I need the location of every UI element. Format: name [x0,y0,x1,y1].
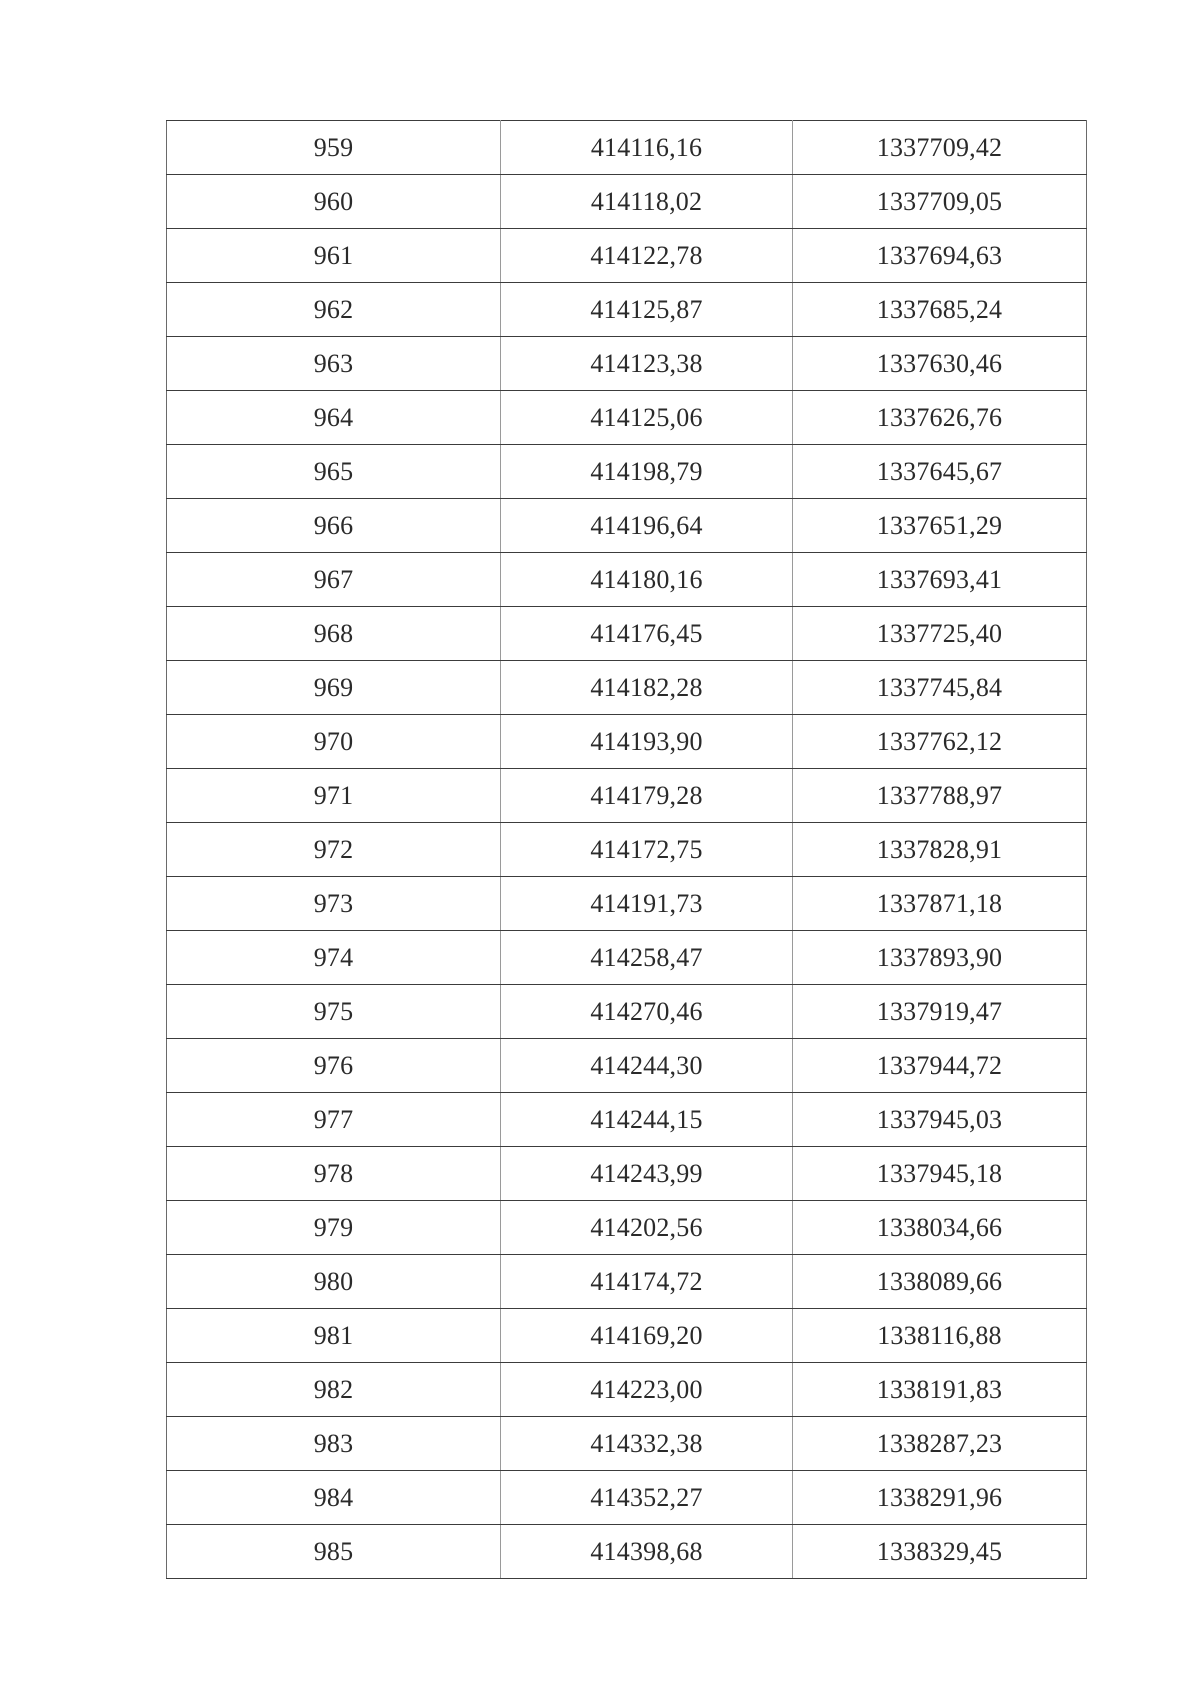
x-coordinate-cell: 414176,45 [501,607,793,661]
table-row [167,769,1087,823]
x-coordinate-cell: 414182,28 [501,661,793,715]
x-coordinate-cell: 414202,56 [501,1201,793,1255]
table-row [167,445,1087,499]
x-coordinate-cell: 414193,90 [501,715,793,769]
point-number-cell: 961 [167,229,501,283]
y-coordinate-cell: 1337694,63 [793,229,1087,283]
x-coordinate-cell: 414172,75 [501,823,793,877]
x-coordinate-cell: 414123,38 [501,337,793,391]
y-coordinate-cell: 1338329,45 [793,1525,1087,1579]
x-coordinate-cell: 414180,16 [501,553,793,607]
table-row [167,661,1087,715]
table-row [167,1471,1087,1525]
x-coordinate-cell: 414243,99 [501,1147,793,1201]
table-row [167,229,1087,283]
point-number-cell: 980 [167,1255,501,1309]
x-coordinate-cell: 414179,28 [501,769,793,823]
x-coordinate-cell: 414332,38 [501,1417,793,1471]
y-coordinate-cell: 1337788,97 [793,769,1087,823]
x-coordinate-cell: 414398,68 [501,1525,793,1579]
point-number-cell: 982 [167,1363,501,1417]
x-coordinate-cell: 414125,06 [501,391,793,445]
y-coordinate-cell: 1337693,41 [793,553,1087,607]
table-row [167,391,1087,445]
point-number-cell: 972 [167,823,501,877]
point-number-cell: 971 [167,769,501,823]
table-row [167,823,1087,877]
y-coordinate-cell: 1338287,23 [793,1417,1087,1471]
x-coordinate-cell: 414198,79 [501,445,793,499]
coordinates-table [166,120,1087,1579]
y-coordinate-cell: 1337944,72 [793,1039,1087,1093]
x-coordinate-cell: 414191,73 [501,877,793,931]
point-number-cell: 981 [167,1309,501,1363]
x-coordinate-cell: 414122,78 [501,229,793,283]
y-coordinate-cell: 1337919,47 [793,985,1087,1039]
point-number-cell: 975 [167,985,501,1039]
x-coordinate-cell: 414270,46 [501,985,793,1039]
y-coordinate-cell: 1337945,18 [793,1147,1087,1201]
table-row [167,931,1087,985]
y-coordinate-cell: 1338191,83 [793,1363,1087,1417]
point-number-cell: 979 [167,1201,501,1255]
point-number-cell: 962 [167,283,501,337]
y-coordinate-cell: 1337645,67 [793,445,1087,499]
point-number-cell: 984 [167,1471,501,1525]
table-row [167,1147,1087,1201]
x-coordinate-cell: 414352,27 [501,1471,793,1525]
table-row [167,715,1087,769]
point-number-cell: 968 [167,607,501,661]
y-coordinate-cell: 1337893,90 [793,931,1087,985]
x-coordinate-cell: 414196,64 [501,499,793,553]
table-row [167,283,1087,337]
y-coordinate-cell: 1337626,76 [793,391,1087,445]
x-coordinate-cell: 414116,16 [501,121,793,175]
table-row [167,121,1087,175]
point-number-cell: 976 [167,1039,501,1093]
y-coordinate-cell: 1338034,66 [793,1201,1087,1255]
y-coordinate-cell: 1337745,84 [793,661,1087,715]
point-number-cell: 970 [167,715,501,769]
x-coordinate-cell: 414258,47 [501,931,793,985]
y-coordinate-cell: 1338291,96 [793,1471,1087,1525]
y-coordinate-cell: 1337762,12 [793,715,1087,769]
x-coordinate-cell: 414125,87 [501,283,793,337]
point-number-cell: 960 [167,175,501,229]
table-row [167,1309,1087,1363]
point-number-cell: 985 [167,1525,501,1579]
table-row [167,985,1087,1039]
table-row [167,1417,1087,1471]
x-coordinate-cell: 414169,20 [501,1309,793,1363]
table-row [167,1093,1087,1147]
y-coordinate-cell: 1337685,24 [793,283,1087,337]
y-coordinate-cell: 1337709,05 [793,175,1087,229]
y-coordinate-cell: 1337630,46 [793,337,1087,391]
y-coordinate-cell: 1337651,29 [793,499,1087,553]
table-row [167,175,1087,229]
point-number-cell: 973 [167,877,501,931]
y-coordinate-cell: 1338116,88 [793,1309,1087,1363]
point-number-cell: 969 [167,661,501,715]
point-number-cell: 974 [167,931,501,985]
y-coordinate-cell: 1337945,03 [793,1093,1087,1147]
x-coordinate-cell: 414244,30 [501,1039,793,1093]
table-row [167,1363,1087,1417]
x-coordinate-cell: 414118,02 [501,175,793,229]
point-number-cell: 966 [167,499,501,553]
point-number-cell: 963 [167,337,501,391]
point-number-cell: 983 [167,1417,501,1471]
point-number-cell: 965 [167,445,501,499]
table-row [167,1255,1087,1309]
table-row [167,607,1087,661]
table-row [167,1201,1087,1255]
table-row [167,1525,1087,1579]
point-number-cell: 978 [167,1147,501,1201]
table-row [167,553,1087,607]
point-number-cell: 964 [167,391,501,445]
y-coordinate-cell: 1337709,42 [793,121,1087,175]
y-coordinate-cell: 1337725,40 [793,607,1087,661]
x-coordinate-cell: 414223,00 [501,1363,793,1417]
table-row [167,499,1087,553]
point-number-cell: 977 [167,1093,501,1147]
point-number-cell: 967 [167,553,501,607]
table-row [167,1039,1087,1093]
y-coordinate-cell: 1338089,66 [793,1255,1087,1309]
coordinates-table-body [167,121,1087,1579]
y-coordinate-cell: 1337871,18 [793,877,1087,931]
x-coordinate-cell: 414244,15 [501,1093,793,1147]
table-row [167,877,1087,931]
point-number-cell: 959 [167,121,501,175]
y-coordinate-cell: 1337828,91 [793,823,1087,877]
table-row [167,337,1087,391]
x-coordinate-cell: 414174,72 [501,1255,793,1309]
